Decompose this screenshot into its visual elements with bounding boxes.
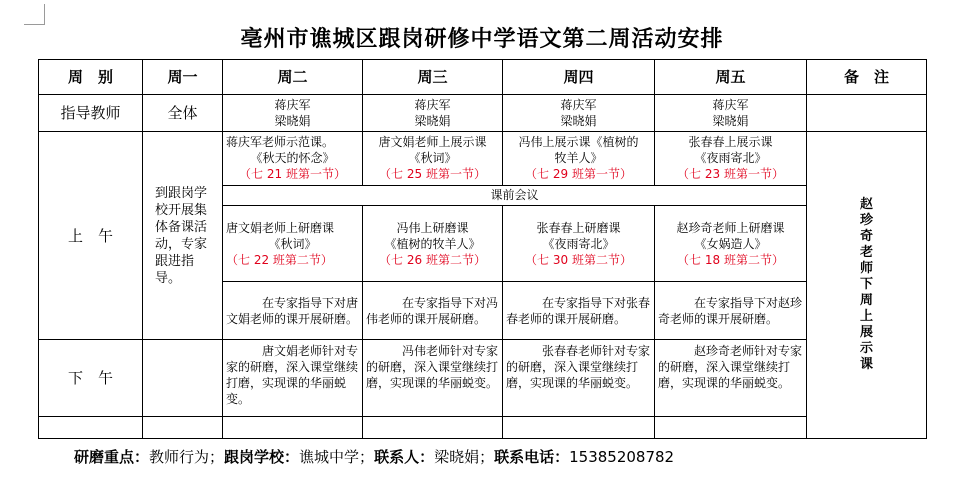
lesson-title: 《夜雨寄北》 [542, 236, 615, 251]
guide-teacher: 蒋庆军 [274, 98, 311, 113]
session-1-wed [363, 132, 503, 186]
header-row [39, 60, 927, 95]
school-value: 谯城中学； [299, 448, 375, 466]
lesson-title: 《秋天的怀念》 [250, 151, 335, 166]
guide-thu [503, 95, 655, 132]
afternoon-tue: 唐文娟老师针对专家的研磨，深入课堂继续打磨，实现课的华丽蜕变。 [223, 340, 363, 417]
guide-teacher: 梁晓娟 [414, 114, 451, 129]
header-note: 备 注 [807, 60, 927, 95]
guide-row [39, 95, 927, 132]
guide-wed [363, 95, 503, 132]
class-period: （七 22 班第二节） [226, 252, 333, 267]
afternoon-label: 下 午 [39, 340, 143, 417]
contact-label: 联系人： [374, 448, 435, 466]
header-week: 周 别 [39, 60, 143, 95]
guide-teacher: 蒋庆军 [414, 98, 451, 113]
session-2-tue [223, 206, 363, 282]
guide-teacher: 梁晓娟 [560, 114, 597, 129]
session-1-thu [503, 132, 655, 186]
school-label: 跟岗学校： [224, 448, 300, 466]
class-period: （七 18 班第二节） [677, 252, 784, 267]
afternoon-thu: 张春春老师针对专家的研磨，深入课堂继续打磨，实现课的华丽蜕变。 [503, 340, 655, 417]
session-line: 唐文娟老师上研磨课 [226, 220, 335, 235]
lesson-title: 《夜雨寄北》 [694, 151, 767, 166]
guide-tue [223, 95, 363, 132]
guide-teacher: 蒋庆军 [560, 98, 597, 113]
spacer-cell [363, 417, 503, 439]
session-line: 蒋庆军老师示范课。 [226, 135, 335, 150]
morning-session-1-row [39, 132, 927, 186]
afternoon-row [39, 340, 927, 417]
session-2-wed [363, 206, 503, 282]
schedule-table [38, 59, 927, 439]
afternoon-label-continuation [39, 417, 143, 439]
afternoon-wed: 冯伟老师针对专家的研磨，深入课堂继续打磨，实现课的华丽蜕变。 [363, 340, 503, 417]
session-line: 赵珍奇老师上研磨课 [676, 220, 785, 235]
focus-value: 教师行为； [149, 448, 225, 466]
spacer-cell [143, 417, 223, 439]
class-period: （七 26 班第二节） [379, 252, 486, 267]
class-period: （七 30 班第二节） [525, 252, 632, 267]
contact-value: 梁晓娟； [434, 448, 495, 466]
class-period: （七 25 班第一节） [379, 167, 486, 182]
lesson-title: 《秋词》 [268, 236, 317, 251]
guide-fri [655, 95, 807, 132]
session-2-fri [655, 206, 807, 282]
guidance-wed: 在专家指导下对冯伟老师的课开展研磨。 [363, 282, 503, 340]
guide-teacher: 蒋庆军 [712, 98, 749, 113]
class-period: （七 21 班第一节） [239, 167, 346, 182]
session-1-tue [223, 132, 363, 186]
spacer-cell [655, 417, 807, 439]
guide-mon: 全体 [143, 95, 223, 132]
spacer-cell [503, 417, 655, 439]
focus-label: 研磨重点： [74, 448, 150, 466]
session-line: 唐文娟老师上展示课 [378, 135, 487, 150]
session-line: 张春春上展示课 [688, 135, 773, 150]
guidance-fri: 在专家指导下对赵珍奇老师的课开展研磨。 [655, 282, 807, 340]
session-line: 冯伟上研磨课 [396, 220, 469, 235]
afternoon-spacer-row [39, 417, 927, 439]
session-line: 张春春上研磨课 [536, 220, 621, 235]
guide-teacher: 梁晓娟 [712, 114, 749, 129]
session-line: 冯伟上展示课《植树的 [518, 135, 639, 150]
guide-note [807, 95, 927, 132]
header-thu: 周四 [503, 60, 655, 95]
footer-info [74, 446, 674, 467]
guidance-thu: 在专家指导下对张春春老师的课开展研磨。 [503, 282, 655, 340]
morning-label: 上 午 [39, 132, 143, 340]
header-mon: 周一 [143, 60, 223, 95]
lesson-title: 牧羊人》 [554, 151, 603, 166]
header-tue: 周二 [223, 60, 363, 95]
note-text: 赵珍奇老师下周上展示课 [859, 197, 873, 373]
lesson-title: 《女娲造人》 [694, 236, 767, 251]
phone-label: 联系电话： [494, 448, 570, 466]
afternoon-mon [143, 340, 223, 417]
afternoon-fri: 赵珍奇老师针对专家的研磨，深入课堂继续打磨，实现课的华丽蜕变。 [655, 340, 807, 417]
phone-value: 15385208782 [569, 448, 675, 466]
header-wed: 周三 [363, 60, 503, 95]
class-period: （七 29 班第一节） [525, 167, 632, 182]
page-title: 亳州市谯城区跟岗研修中学语文第二周活动安排 [240, 26, 724, 52]
pre-class-meeting: 课前会议 [223, 185, 807, 206]
class-period: （七 23 班第一节） [677, 167, 784, 182]
monday-activity: 到跟岗学校开展集体备课活动，专家跟进指导。 [143, 132, 223, 340]
guidance-tue: 在专家指导下对唐文娟老师的课开展研磨。 [223, 282, 363, 340]
lesson-title: 《植树的牧羊人》 [384, 236, 481, 251]
header-fri: 周五 [655, 60, 807, 95]
guide-label: 指导教师 [39, 95, 143, 132]
lesson-title: 《秋词》 [408, 151, 457, 166]
spacer-cell [223, 417, 363, 439]
note-cell [807, 132, 927, 439]
guide-teacher: 梁晓娟 [274, 114, 311, 129]
session-2-thu [503, 206, 655, 282]
session-1-fri [655, 132, 807, 186]
